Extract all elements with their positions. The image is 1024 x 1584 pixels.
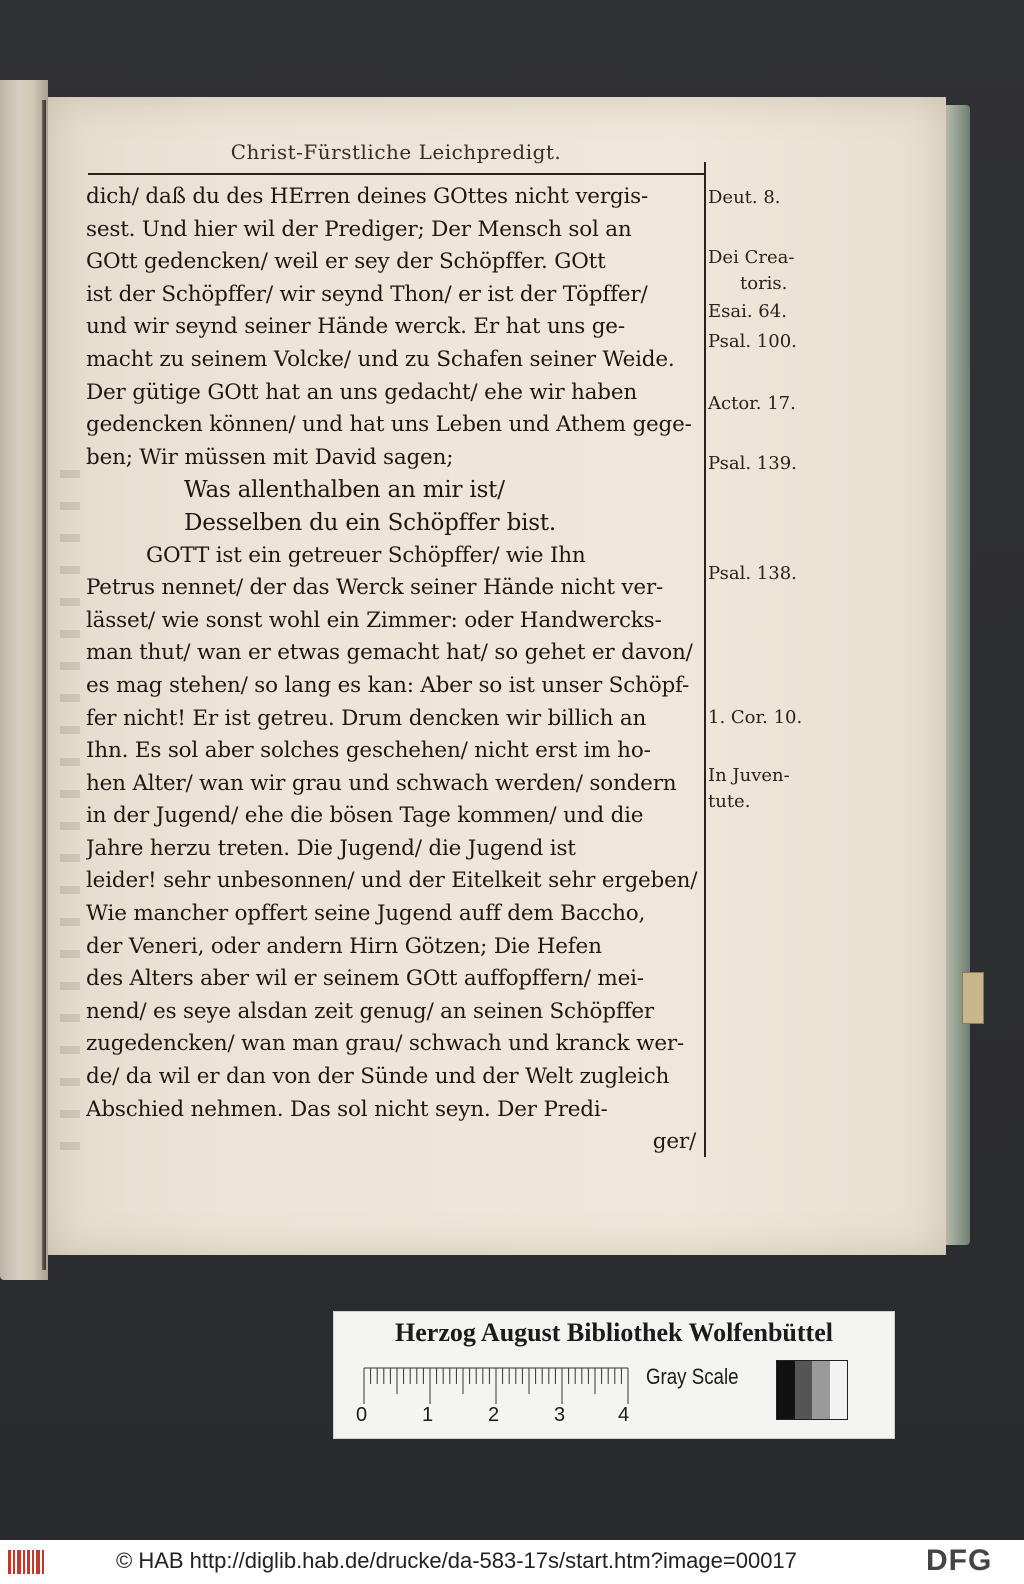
margin-note: Psal. 138. bbox=[708, 563, 797, 584]
text-line: man thut/ wan er etwas gemacht hat/ so gehet er davon/ bbox=[86, 640, 693, 666]
text-line: Der gütige GOtt hat an uns gedacht/ ehe wir haben bbox=[86, 379, 638, 405]
text-line: und wir seynd seiner Hände werck. Er hat uns ge- bbox=[86, 314, 625, 340]
gray-scale-label: Gray Scale bbox=[646, 1364, 739, 1389]
color-reference-card bbox=[333, 1311, 895, 1439]
text-line: dich/ daß du des HErren deines GOttes nicht vergis- bbox=[86, 184, 649, 209]
margin-note: In Juven- bbox=[708, 765, 790, 786]
gray-swatch bbox=[812, 1361, 830, 1419]
margin-note: Dei Crea- bbox=[708, 247, 795, 268]
text-line: Wie mancher opffert seine Jugend auff dem Baccho, bbox=[86, 901, 646, 927]
margin-note: toris. bbox=[740, 273, 788, 294]
text-line: fer nicht! Er ist getreu. Drum dencken wir billich an bbox=[86, 705, 647, 731]
margin-note: 1. Cor. 10. bbox=[708, 707, 803, 728]
head-rule bbox=[88, 173, 704, 175]
catchword: ger/ bbox=[652, 1129, 696, 1155]
text-line: Petrus nennet/ der das Werck seiner Hände nicht ver- bbox=[86, 575, 664, 601]
text-line: nend/ es seye alsdan zeit genug/ an seinen Schöpffer bbox=[86, 998, 654, 1024]
footer-bar bbox=[0, 1540, 1024, 1584]
ruler-scale bbox=[362, 1362, 632, 1410]
text-line: ben; Wir müssen mit David sagen; bbox=[86, 444, 454, 470]
gray-swatch bbox=[830, 1361, 848, 1419]
ruler-label: 3 bbox=[554, 1404, 566, 1426]
text-line: macht zu seinem Volcke/ und zu Schafen seiner Weide. bbox=[86, 346, 675, 372]
barcode-logo-icon bbox=[8, 1548, 46, 1576]
text-line: de/ da wil er dan von der Sünde und der Welt zugleich bbox=[86, 1064, 670, 1090]
margin-note: Psal. 100. bbox=[708, 331, 797, 352]
ruler-label: 2 bbox=[488, 1404, 500, 1426]
verse-line: Desselben du ein Schöpffer bist. bbox=[184, 509, 557, 536]
text-line: hen Alter/ wan wir grau und schwach werden/ sondern bbox=[86, 770, 677, 796]
show-through-bleed bbox=[60, 470, 80, 1150]
text-line: gedencken können/ und hat uns Leben und Athem gege- bbox=[86, 412, 692, 438]
gray-swatch bbox=[777, 1361, 795, 1419]
margin-note: tute. bbox=[708, 791, 751, 812]
text-line: ist der Schöpffer/ wir seynd Thon/ er ist der Töpffer/ bbox=[86, 281, 648, 307]
card-title: Herzog August Bibliothek Wolfenbüttel bbox=[395, 1318, 833, 1347]
gray-swatch bbox=[795, 1361, 813, 1419]
text-line: zugedencken/ wan man grau/ schwach und kranck wer- bbox=[86, 1031, 684, 1057]
ruler-label: 0 bbox=[356, 1404, 368, 1426]
text-line: Ihn. Es sol aber solches geschehen/ nicht erst im ho- bbox=[86, 738, 651, 764]
book-gutter bbox=[42, 100, 46, 1270]
text-line: der Veneri, oder andern Hirn Götzen; Die Hefen bbox=[86, 933, 602, 959]
footer-credit-link[interactable]: © HAB http://diglib.hab.de/drucke/da-583-17s/start.htm?image=00017 bbox=[116, 1548, 797, 1573]
text-line: in der Jugend/ ehe die bösen Tage kommen/ und die bbox=[86, 803, 644, 829]
text-line: sest. Und hier wil der Prediger; Der Mensch sol an bbox=[86, 216, 632, 242]
text-line: Jahre herzu treten. Die Jugend/ die Jugend ist bbox=[86, 835, 576, 861]
margin-note: Esai. 64. bbox=[708, 301, 787, 322]
text-line: GOtt gedencken/ weil er sey der Schöpffer. GOtt bbox=[86, 249, 606, 275]
left-page-edge bbox=[0, 80, 48, 1280]
margin-note: Actor. 17. bbox=[708, 393, 796, 414]
gray-scale-swatches bbox=[776, 1360, 848, 1420]
ruler-label: 4 bbox=[618, 1404, 630, 1426]
ruler-label: 1 bbox=[422, 1404, 434, 1426]
text-line: lässet/ wie sonst wohl ein Zimmer: oder Handwercks- bbox=[86, 607, 662, 633]
text-line: Abschied nehmen. Das sol nicht seyn. Der Predi- bbox=[86, 1096, 608, 1122]
verse-line: Was allenthalben an mir ist/ bbox=[184, 477, 505, 504]
margin-note: Deut. 8. bbox=[708, 187, 781, 208]
text-line: leider! sehr unbesonnen/ und der Eitelkeit sehr ergeben/ bbox=[86, 868, 698, 894]
text-line: GOTT ist ein getreuer Schöpffer/ wie Ihn bbox=[146, 542, 586, 568]
running-head: Christ-Fürstliche Leichpredigt. bbox=[230, 140, 562, 164]
margin-note: Psal. 139. bbox=[708, 453, 797, 474]
dfg-logo: DFG bbox=[926, 1544, 993, 1577]
text-line: des Alters aber wil er seinem GOtt auffopffern/ mei- bbox=[86, 966, 644, 992]
page-tab-marker bbox=[962, 972, 984, 1024]
text-line: es mag stehen/ so lang es kan: Aber so ist unser Schöpf- bbox=[86, 672, 690, 698]
body-text-block bbox=[86, 181, 706, 1159]
